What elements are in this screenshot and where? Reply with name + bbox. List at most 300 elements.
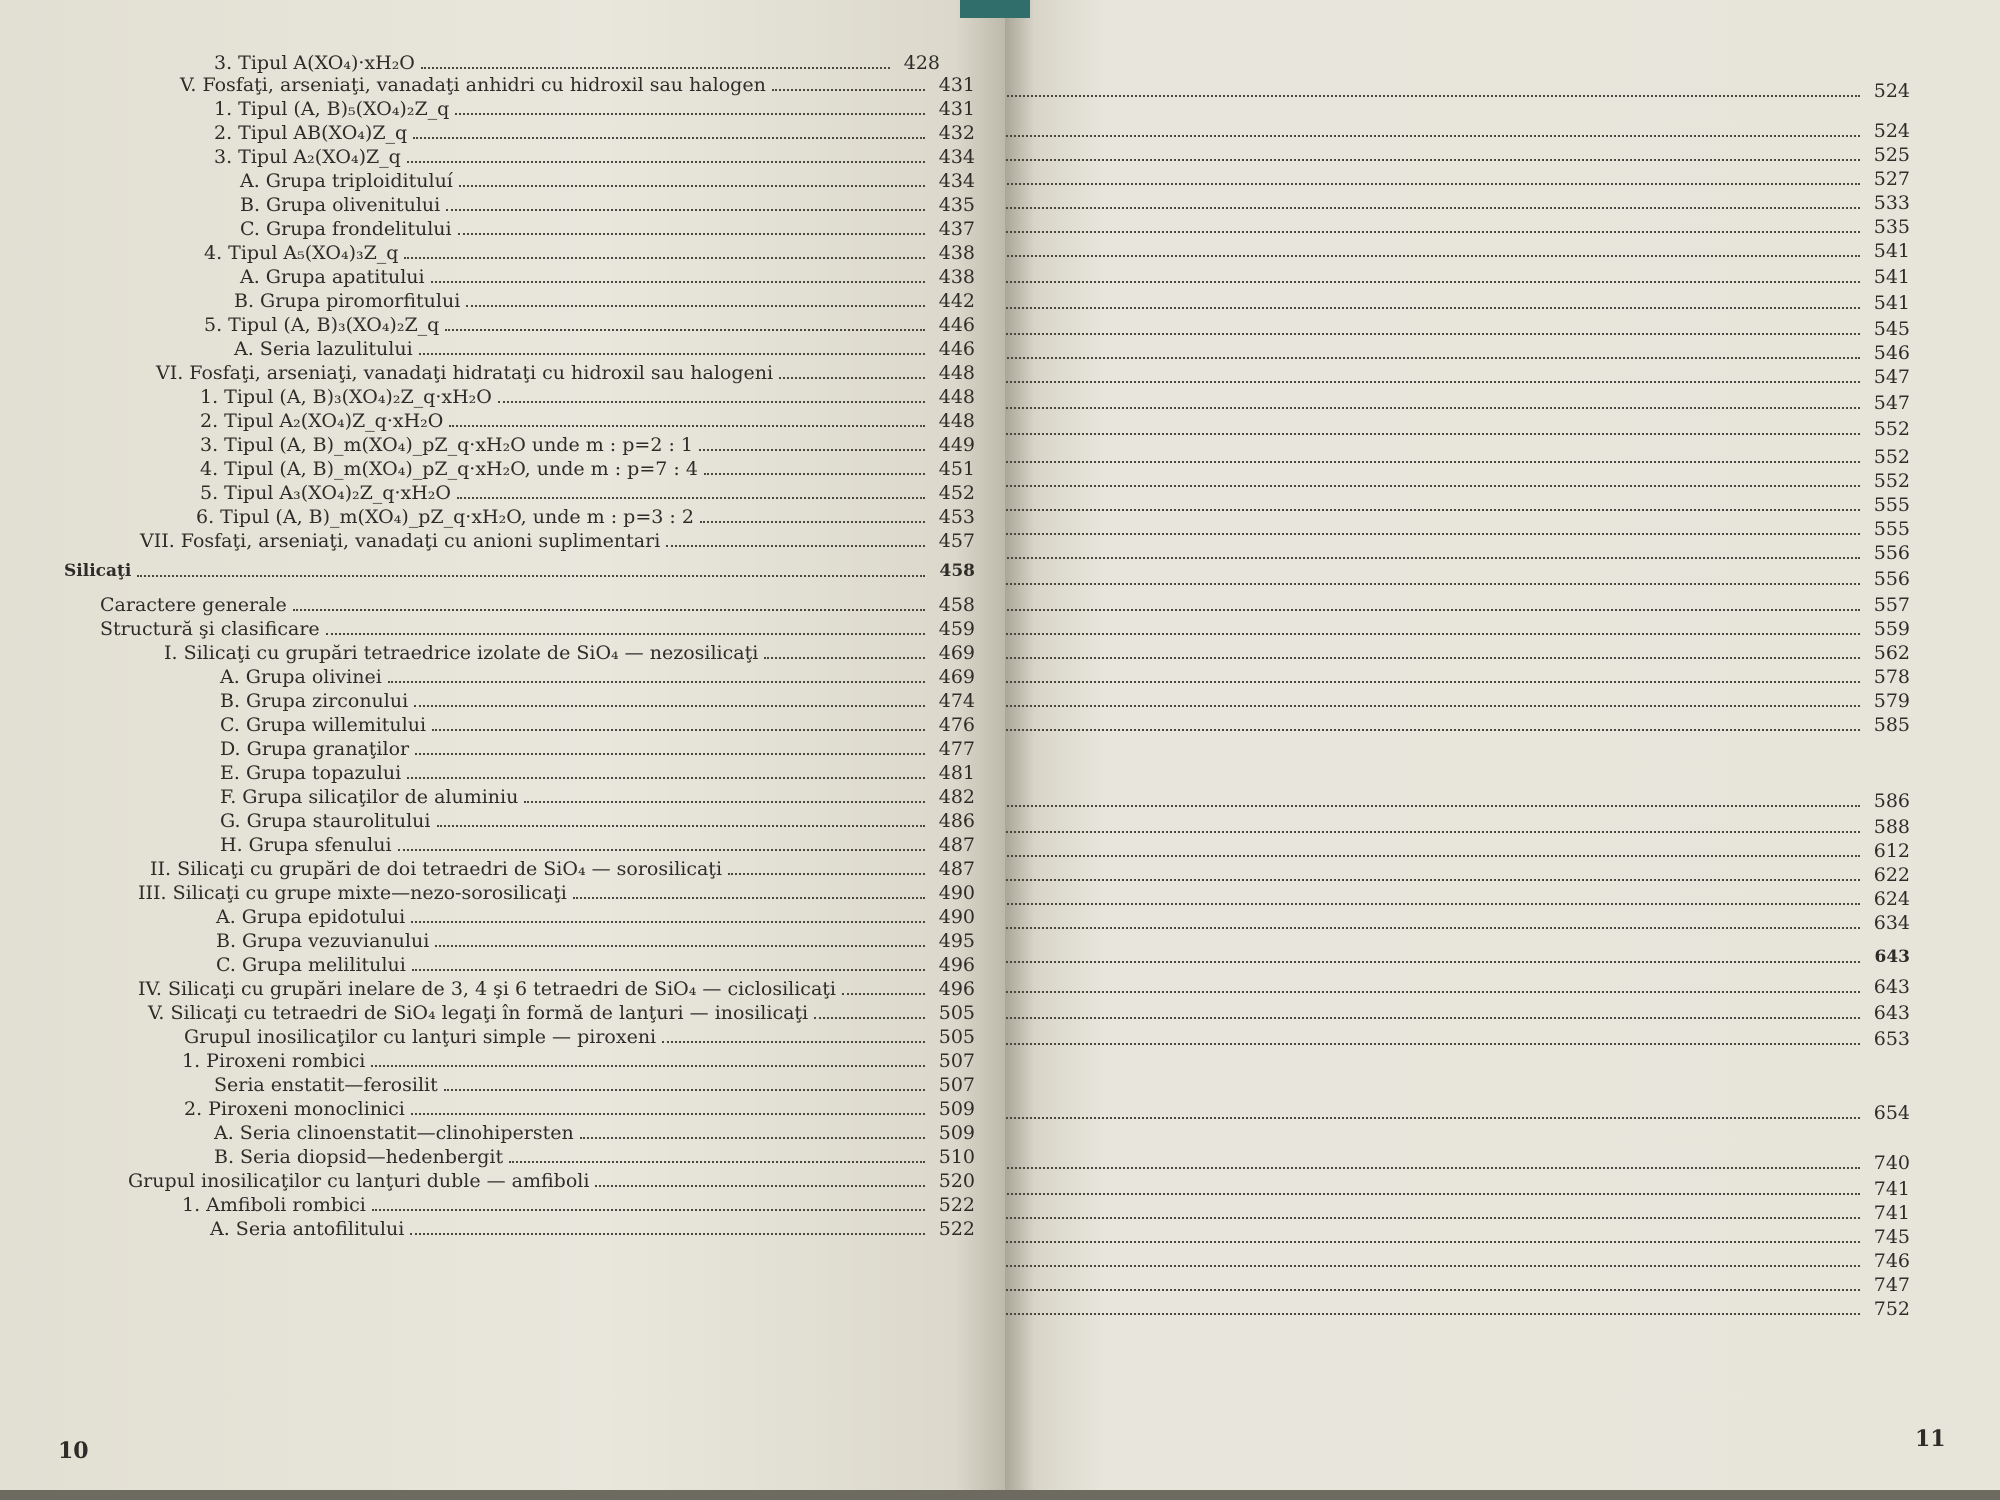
toc-entry-page-number: 452	[938, 482, 975, 504]
left-toc-entry	[140, 530, 975, 552]
right-toc-entry	[1005, 714, 1910, 736]
dot-leader	[1005, 991, 1860, 993]
left-toc-entry	[184, 1098, 975, 1120]
toc-entry-label: 3. Tipul A(XO₄)·xH₂O	[214, 52, 415, 74]
right-toc-entry	[1005, 666, 1910, 688]
page-number-left: 10	[58, 1438, 89, 1464]
right-page	[1005, 0, 2000, 1490]
toc-entry-page-number: 490	[938, 906, 975, 928]
left-toc-entry	[234, 290, 975, 312]
left-toc-entry	[214, 122, 975, 144]
toc-entry-label: G. Grupa staurolitului	[220, 810, 431, 832]
right-toc-entry	[1005, 1274, 1910, 1296]
dot-leader	[437, 825, 926, 827]
toc-entry-page-number: 490	[938, 882, 975, 904]
dot-leader	[1005, 1289, 1860, 1291]
toc-entry-page-number: 438	[938, 242, 975, 264]
dot-leader	[411, 1113, 925, 1115]
left-toc-entry	[220, 810, 975, 832]
toc-entry-label: VI. Fosfaţi, arseniaţi, vanadaţi hidrataţi cu hidroxil sau halogeni	[156, 362, 774, 384]
toc-entry-label: 3. Tipul A₂(XO₄)Z_q	[214, 146, 401, 168]
toc-entry-label: D. Grupa granaţilor	[220, 738, 410, 760]
dot-leader	[1005, 135, 1860, 137]
toc-entry-label: 4. Tipul A₅(XO₄)₃Z_q	[204, 242, 399, 264]
dot-leader	[1005, 927, 1860, 929]
right-toc-entry	[1005, 840, 1910, 862]
dot-leader	[580, 1137, 925, 1139]
left-toc-entry	[220, 690, 975, 712]
dot-leader	[1005, 633, 1860, 635]
toc-entry-page-number: 634	[1873, 912, 1910, 934]
toc-entry-label: E. Grupa topazului	[220, 762, 402, 784]
right-toc-entry	[1005, 518, 1910, 540]
toc-entry-page-number: 622	[1873, 864, 1910, 886]
right-toc-entry	[1005, 976, 1910, 998]
toc-entry-page-number: 552	[1873, 418, 1910, 440]
dot-leader	[1005, 879, 1860, 881]
toc-entry-page-number: 653	[1873, 1028, 1910, 1050]
toc-entry-page-number: 586	[1873, 790, 1910, 812]
right-toc-entry	[1005, 790, 1910, 812]
dot-leader	[372, 1209, 925, 1211]
right-toc-entry	[1005, 366, 1910, 388]
dot-leader	[414, 705, 925, 707]
toc-entry-page-number: 541	[1873, 266, 1910, 288]
left-toc-entry	[214, 98, 975, 120]
toc-entry-page-number: 624	[1873, 888, 1910, 910]
dot-leader	[444, 1089, 925, 1091]
toc-entry-label: B. Grupa olivenitului	[240, 194, 441, 216]
toc-entry-page-number: 585	[1873, 714, 1910, 736]
right-toc-entry	[1005, 864, 1910, 886]
right-toc-entry	[1005, 80, 1910, 102]
toc-entry-page-number: 453	[938, 506, 975, 528]
toc-entry-page-number: 556	[1873, 568, 1910, 590]
toc-entry-label: 6. Tipul (A, B)_m(XO₄)_pZ_q·xH₂O, unde m : p=3 : 2	[196, 506, 694, 528]
right-toc-entry	[1005, 494, 1910, 516]
right-toc-entry	[1005, 1226, 1910, 1248]
toc-entry-page-number: 547	[1873, 366, 1910, 388]
dot-leader	[1005, 1241, 1860, 1243]
left-toc-entry	[214, 146, 975, 168]
left-toc-entry	[150, 858, 975, 880]
right-toc-entry	[1005, 216, 1910, 238]
left-toc-entry	[156, 362, 975, 384]
toc-entry-page-number: 522	[938, 1218, 975, 1240]
dot-leader	[419, 353, 925, 355]
dot-leader	[459, 185, 925, 187]
dot-leader	[1005, 461, 1860, 463]
dot-leader	[445, 329, 925, 331]
dot-leader	[1005, 381, 1860, 383]
toc-entry-page-number: 446	[938, 338, 975, 360]
right-toc-entry	[1005, 446, 1910, 468]
toc-entry-label: B. Grupa piromorfitului	[234, 290, 461, 312]
left-toc-entry	[138, 882, 975, 904]
toc-entry-label: V. Fosfaţi, arseniaţi, vanadaţi anhidri cu hidroxil sau halogen	[180, 74, 766, 96]
right-toc-entry	[1005, 1202, 1910, 1224]
dot-leader	[432, 729, 925, 731]
dot-leader	[779, 377, 925, 379]
dot-leader	[1005, 207, 1860, 209]
toc-entry-page-number: 434	[938, 170, 975, 192]
toc-entry-page-number: 533	[1873, 192, 1910, 214]
toc-entry-page-number: 469	[938, 642, 975, 664]
toc-entry-page-number: 487	[938, 834, 975, 856]
right-toc-entry	[1005, 690, 1910, 712]
right-toc-entry	[1005, 266, 1910, 288]
right-toc-entry	[1005, 912, 1910, 934]
toc-entry-label: A. Grupa olivinei	[220, 666, 382, 688]
dot-leader	[458, 233, 925, 235]
dot-leader	[704, 473, 925, 475]
left-toc-entry	[182, 1050, 975, 1072]
toc-entry-page-number: 741	[1873, 1178, 1910, 1200]
dot-leader	[435, 945, 925, 947]
left-toc-entry	[240, 218, 975, 240]
left-toc-entry	[220, 714, 975, 736]
toc-entry-label: I. Silicaţi cu grupări tetraedrice izolate de SiO₄ — nezosilicaţi	[164, 642, 759, 664]
left-toc-entry	[128, 1170, 975, 1192]
toc-entry-page-number: 459	[938, 618, 975, 640]
right-toc-entry	[1005, 1028, 1910, 1050]
left-toc-entry	[214, 1074, 975, 1096]
left-toc-entry	[200, 458, 975, 480]
toc-entry-label: V. Silicaţi cu tetraedri de SiO₄ legaţi în formă de lanţuri — inosilicaţi	[148, 1002, 809, 1024]
toc-entry-label: 1. Tipul (A, B)₅(XO₄)₂Z_q	[214, 98, 450, 120]
toc-entry-label: Silicaţi	[64, 561, 132, 581]
right-toc-entry	[1005, 1178, 1910, 1200]
toc-entry-label: A. Seria clinoenstatit—clinohipersten	[214, 1122, 574, 1144]
toc-entry-page-number: 520	[938, 1170, 975, 1192]
dot-leader	[764, 657, 925, 659]
toc-entry-label: B. Grupa vezuvianului	[216, 930, 430, 952]
dot-leader	[388, 681, 925, 683]
dot-leader	[466, 305, 925, 307]
left-toc-entry	[138, 978, 975, 1000]
toc-entry-label: C. Grupa melilitului	[216, 954, 406, 976]
toc-entry-page-number: 547	[1873, 392, 1910, 414]
page-number-right: 11	[1915, 1426, 1946, 1452]
left-toc-entry	[240, 170, 975, 192]
dot-leader	[842, 993, 925, 995]
left-toc-entry	[240, 194, 975, 216]
left-toc-entry	[64, 560, 975, 582]
dot-leader	[1005, 433, 1860, 435]
toc-entry-label: 1. Amfiboli rombici	[182, 1194, 366, 1216]
toc-entry-page-number: 588	[1873, 816, 1910, 838]
right-toc-entry	[1005, 816, 1910, 838]
right-toc-entry	[1005, 1128, 1910, 1150]
dot-leader	[1005, 1017, 1860, 1019]
left-toc-entry	[200, 434, 975, 456]
toc-entry-label: C. Grupa frondelitului	[240, 218, 452, 240]
left-toc-entry	[184, 1026, 975, 1048]
dot-leader	[700, 521, 925, 523]
dot-leader	[293, 609, 925, 611]
toc-entry-label: A. Grupa apatitului	[240, 266, 425, 288]
right-toc-entry	[1005, 418, 1910, 440]
dot-leader	[1005, 485, 1860, 487]
left-toc-entry	[220, 786, 975, 808]
dot-leader	[1005, 705, 1860, 707]
dot-leader	[455, 113, 925, 115]
dot-leader	[1005, 281, 1860, 283]
left-toc-entry	[100, 618, 975, 640]
dot-leader	[573, 897, 925, 899]
dot-leader	[524, 801, 925, 803]
right-toc-entry	[1005, 240, 1910, 262]
left-toc-entry	[214, 52, 940, 74]
dot-leader	[699, 449, 925, 451]
right-toc-entry	[1005, 168, 1910, 190]
toc-entry-label: 4. Tipul (A, B)_m(XO₄)_pZ_q·xH₂O, unde m : p=7 : 4	[200, 458, 698, 480]
toc-entry-page-number: 509	[938, 1122, 975, 1144]
dot-leader	[1005, 1043, 1860, 1045]
dot-leader	[1005, 583, 1860, 585]
dot-leader	[407, 161, 925, 163]
dot-leader	[728, 873, 925, 875]
right-toc-entry	[1005, 618, 1910, 640]
dot-leader	[1005, 509, 1860, 511]
toc-entry-label: 2. Tipul A₂(XO₄)Z_q·xH₂O	[200, 410, 444, 432]
toc-entry-page-number: 562	[1873, 642, 1910, 664]
toc-entry-label: III. Silicaţi cu grupe mixte—nezo-sorosilicaţi	[138, 882, 567, 904]
right-toc-entry	[1005, 1250, 1910, 1272]
toc-entry-page-number: 431	[938, 98, 975, 120]
left-toc-entry	[164, 642, 975, 664]
right-toc-entry	[1005, 542, 1910, 564]
dot-leader	[814, 1017, 925, 1019]
toc-entry-page-number: 555	[1873, 494, 1910, 516]
toc-entry-page-number: 741	[1873, 1202, 1910, 1224]
toc-entry-label: H. Grupa sfenului	[220, 834, 392, 856]
toc-entry-page-number: 446	[938, 314, 975, 336]
toc-entry-page-number: 432	[938, 122, 975, 144]
dot-leader	[1005, 1117, 1860, 1119]
dot-leader	[1005, 805, 1860, 807]
toc-entry-page-number: 578	[1873, 666, 1910, 688]
left-toc-entry	[200, 386, 975, 408]
toc-entry-page-number: 448	[938, 362, 975, 384]
dot-leader	[413, 137, 925, 139]
left-toc-entry	[204, 242, 975, 264]
dot-leader	[1005, 357, 1860, 359]
dot-leader	[398, 849, 925, 851]
toc-entry-page-number: 740	[1873, 1152, 1910, 1174]
right-toc-entry	[1005, 342, 1910, 364]
toc-entry-page-number: 476	[938, 714, 975, 736]
dot-leader	[1005, 1167, 1860, 1169]
dot-leader	[595, 1185, 925, 1187]
dot-leader	[1005, 231, 1860, 233]
toc-entry-page-number: 496	[938, 978, 975, 1000]
right-toc-entry	[1005, 594, 1910, 616]
right-toc-entry	[1005, 1078, 1910, 1100]
toc-entry-page-number: 507	[938, 1074, 975, 1096]
dot-leader	[457, 497, 925, 499]
toc-entry-page-number: 431	[938, 74, 975, 96]
left-page	[0, 0, 1005, 1490]
toc-entry-page-number: 496	[938, 954, 975, 976]
toc-entry-page-number: 481	[938, 762, 975, 784]
dot-leader	[1005, 729, 1860, 731]
toc-entry-page-number: 747	[1873, 1274, 1910, 1296]
toc-entry-page-number: 524	[1873, 120, 1910, 142]
toc-entry-page-number: 435	[938, 194, 975, 216]
dot-leader	[137, 575, 925, 577]
right-toc-entry	[1005, 740, 1910, 762]
toc-entry-page-number: 474	[938, 690, 975, 712]
dot-leader	[1005, 1265, 1860, 1267]
dot-leader	[1005, 831, 1860, 833]
dot-leader	[371, 1065, 925, 1067]
left-toc-entry	[148, 1002, 975, 1024]
toc-entry-label: 1. Piroxeni rombici	[182, 1050, 366, 1072]
toc-entry-page-number: 510	[938, 1146, 975, 1168]
toc-entry-label: 2. Tipul AB(XO₄)Z_q	[214, 122, 408, 144]
dot-leader	[404, 257, 925, 259]
right-toc-entry	[1005, 888, 1910, 910]
left-toc-entry	[214, 1146, 975, 1168]
right-toc-entry	[1005, 120, 1910, 142]
dot-leader	[1005, 407, 1860, 409]
toc-entry-page-number: 458	[938, 594, 975, 616]
right-toc-entry	[1005, 1102, 1910, 1124]
toc-entry-label: Structură şi clasificare	[100, 618, 320, 640]
toc-entry-page-number: 546	[1873, 342, 1910, 364]
left-toc-entry	[220, 834, 975, 856]
toc-entry-label: B. Grupa zirconului	[220, 690, 409, 712]
toc-entry-page-number: 457	[938, 530, 975, 552]
toc-entry-page-number: 552	[1873, 470, 1910, 492]
right-toc-entry	[1005, 1298, 1910, 1320]
toc-entry-label: Seria enstatit—ferosilit	[214, 1074, 438, 1096]
toc-entry-page-number: 752	[1873, 1298, 1910, 1320]
left-toc-entry	[200, 482, 975, 504]
toc-entry-page-number: 428	[903, 52, 940, 74]
toc-entry-label: B. Seria diopsid—hedenbergit	[214, 1146, 504, 1168]
dot-leader	[662, 1041, 925, 1043]
toc-entry-page-number: 487	[938, 858, 975, 880]
toc-entry-page-number: 469	[938, 666, 975, 688]
left-toc-entry	[240, 266, 975, 288]
right-toc-entry	[1005, 946, 1910, 968]
toc-entry-page-number: 448	[938, 410, 975, 432]
left-toc-entry	[180, 74, 975, 96]
toc-entry-page-number: 477	[938, 738, 975, 760]
left-toc-entry	[182, 1194, 975, 1216]
dot-leader	[431, 281, 925, 283]
dot-leader	[326, 633, 925, 635]
left-toc-entry	[220, 738, 975, 760]
toc-entry-label: A. Seria antofilitului	[210, 1218, 405, 1240]
toc-entry-page-number: 524	[1873, 80, 1910, 102]
left-toc-entry	[100, 594, 975, 616]
dot-leader	[1005, 159, 1860, 161]
dot-leader	[498, 401, 925, 403]
left-toc-entry	[234, 338, 975, 360]
toc-entry-page-number: 541	[1873, 292, 1910, 314]
dot-leader	[1005, 681, 1860, 683]
right-toc-entry	[1005, 144, 1910, 166]
toc-entry-label: Grupul inosilicaţilor cu lanţuri simple — piroxeni	[184, 1026, 657, 1048]
dot-leader	[1005, 95, 1860, 97]
toc-entry-page-number: 555	[1873, 518, 1910, 540]
toc-entry-label: 5. Tipul (A, B)₃(XO₄)₂Z_q	[204, 314, 440, 336]
dot-leader	[1005, 183, 1860, 185]
toc-entry-page-number: 486	[938, 810, 975, 832]
toc-entry-page-number: 522	[938, 1194, 975, 1216]
left-toc-entry	[216, 930, 975, 952]
toc-entry-page-number: 437	[938, 218, 975, 240]
toc-entry-page-number: 535	[1873, 216, 1910, 238]
toc-entry-page-number: 579	[1873, 690, 1910, 712]
toc-entry-page-number: 527	[1873, 168, 1910, 190]
toc-entry-page-number: 552	[1873, 446, 1910, 468]
toc-entry-label: II. Silicaţi cu grupări de doi tetraedri de SiO₄ — sorosilicaţi	[150, 858, 723, 880]
left-toc-entry	[220, 762, 975, 784]
dot-leader	[772, 89, 925, 91]
toc-entry-label: VII. Fosfaţi, arseniaţi, vanadaţi cu anioni suplimentari	[140, 530, 661, 552]
dot-leader	[1005, 1217, 1860, 1219]
toc-entry-page-number: 545	[1873, 318, 1910, 340]
book-cover-edge	[960, 0, 1030, 18]
toc-entry-label: 5. Tipul A₃(XO₄)₂Z_q·xH₂O	[200, 482, 451, 504]
dot-leader	[446, 209, 925, 211]
right-toc-entry	[1005, 1002, 1910, 1024]
toc-entry-label: A. Grupa triploidituluí	[240, 170, 453, 192]
toc-entry-page-number: 745	[1873, 1226, 1910, 1248]
right-toc-entry	[1005, 392, 1910, 414]
toc-entry-page-number: 559	[1873, 618, 1910, 640]
left-toc-entry	[216, 954, 975, 976]
toc-entry-page-number: 442	[938, 290, 975, 312]
toc-entry-page-number: 509	[938, 1098, 975, 1120]
right-toc-entry	[1005, 470, 1910, 492]
dot-leader	[1005, 657, 1860, 659]
toc-entry-page-number: 458	[939, 561, 975, 581]
left-toc-entry	[196, 506, 975, 528]
toc-entry-page-number: 505	[938, 1002, 975, 1024]
dot-leader	[509, 1161, 925, 1163]
toc-entry-label: A. Grupa epidotului	[216, 906, 406, 928]
toc-entry-label: 3. Tipul (A, B)_m(XO₄)_pZ_q·xH₂O unde m : p=2 : 1	[200, 434, 693, 456]
right-toc-entry	[1005, 568, 1910, 590]
dot-leader	[1005, 961, 1860, 963]
toc-entry-label: Grupul inosilicaţilor cu lanţuri duble — amfiboli	[128, 1170, 590, 1192]
right-toc-entry	[1005, 192, 1910, 214]
toc-entry-page-number: 449	[938, 434, 975, 456]
dot-leader	[1005, 307, 1860, 309]
toc-entry-page-number: 525	[1873, 144, 1910, 166]
toc-entry-label: F. Grupa silicaţilor de aluminiu	[220, 786, 519, 808]
dot-leader	[415, 753, 925, 755]
dot-leader	[410, 1233, 925, 1235]
toc-entry-page-number: 541	[1873, 240, 1910, 262]
toc-entry-label: 2. Piroxeni monoclinici	[184, 1098, 405, 1120]
dot-leader	[407, 777, 925, 779]
dot-leader	[1005, 855, 1860, 857]
toc-entry-page-number: 448	[938, 386, 975, 408]
toc-entry-page-number: 746	[1873, 1250, 1910, 1272]
toc-entry-page-number: 556	[1873, 542, 1910, 564]
dot-leader	[449, 425, 925, 427]
dot-leader	[1005, 903, 1860, 905]
dot-leader	[421, 67, 890, 69]
toc-entry-label: C. Grupa willemitului	[220, 714, 427, 736]
dot-leader	[412, 969, 925, 971]
